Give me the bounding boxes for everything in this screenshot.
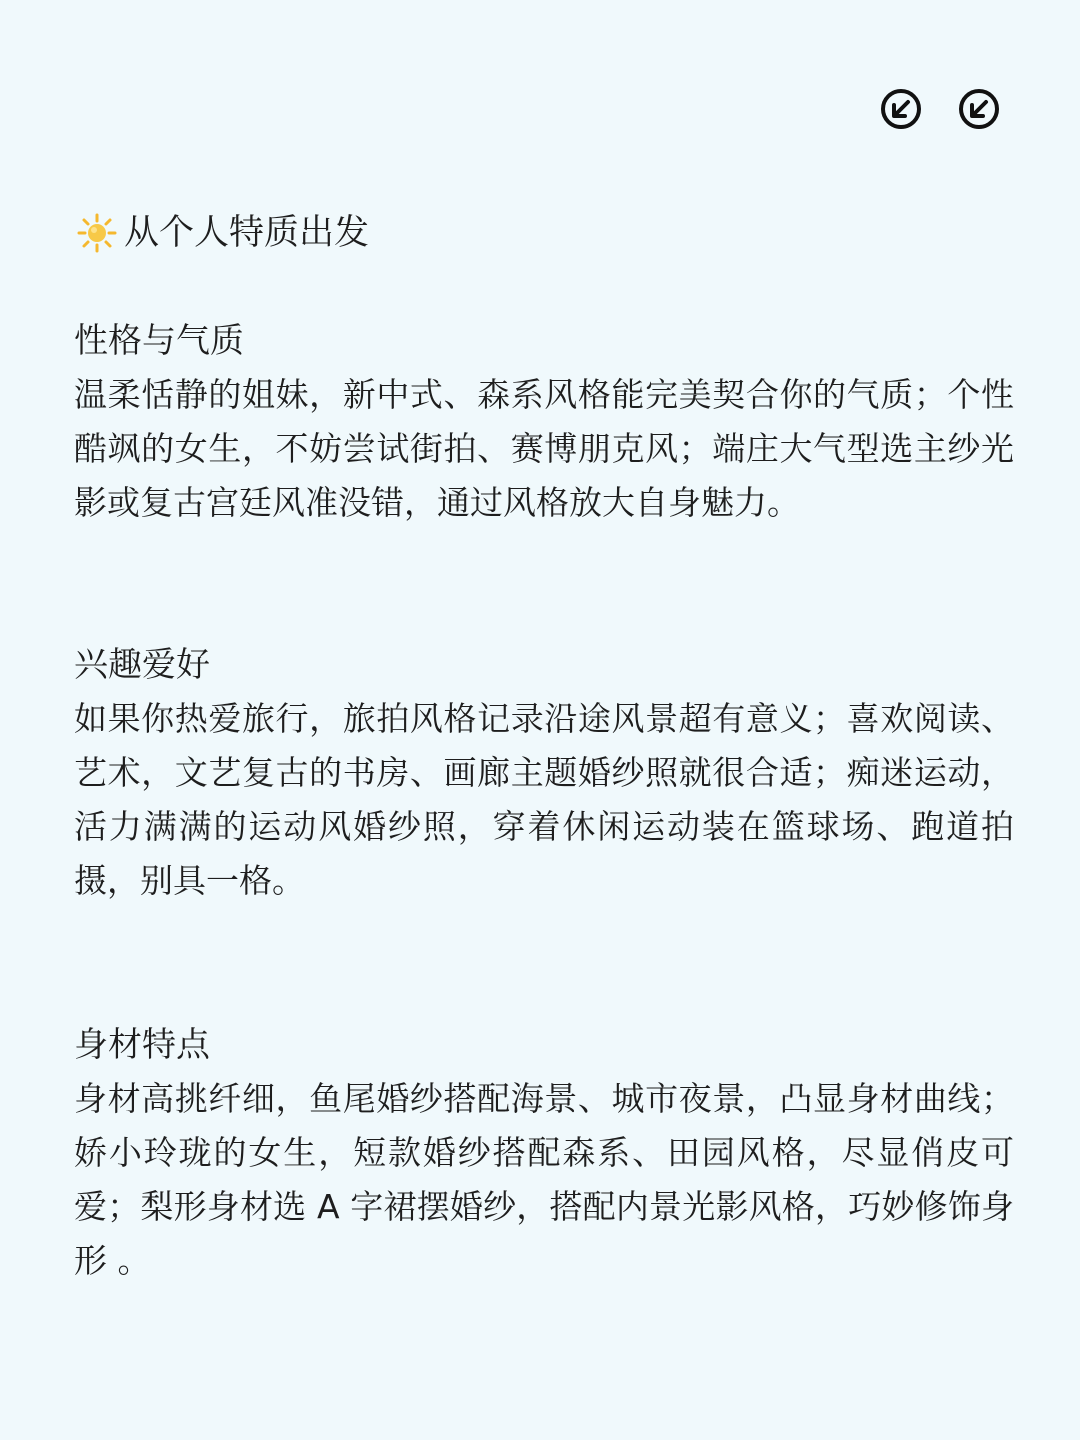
section-body-shape — [74, 1018, 1014, 1288]
section-body: 温柔恬静的姐妹，新中式、森系风格能完美契合你的气质；个性酷飒的女生，不妨尝试街拍、赛博朋克风；端庄大气型选主纱光影或复古宫廷风准没错，通过风格放大自身魅力。 — [74, 375, 1014, 522]
section-personality — [74, 314, 1014, 530]
heading-text: 从个人特质出发 — [124, 213, 370, 253]
section-title: 性格与气质 — [74, 321, 244, 361]
section-title: 兴趣爱好 — [74, 645, 210, 685]
section-title: 身材特点 — [74, 1025, 210, 1065]
circle-arrow-down-left-icon[interactable] — [880, 88, 922, 130]
page-heading — [76, 206, 369, 260]
section-interests — [74, 638, 1014, 908]
section-body: 如果你热爱旅行，旅拍风格记录沿途风景超有意义；喜欢阅读、艺术，文艺复古的书房、画廊主题婚纱照就很合适；痴迷运动，活力满满的运动风婚纱照，穿着休闲运动装在篮球场、跑道拍摄，别具一格。 — [74, 699, 1014, 900]
circle-arrow-down-left-icon[interactable] — [958, 88, 1000, 130]
top-icon-group — [880, 88, 1000, 130]
sun-icon — [76, 212, 118, 254]
section-body: 身材高挑纤细，鱼尾婚纱搭配海景、城市夜景，凸显身材曲线；娇小玲珑的女生，短款婚纱搭配森系、田园风格，尽显俏皮可爱；梨形身材选 A 字裙摆婚纱，搭配内景光影风格，巧妙修饰身形 。 — [74, 1079, 1014, 1280]
